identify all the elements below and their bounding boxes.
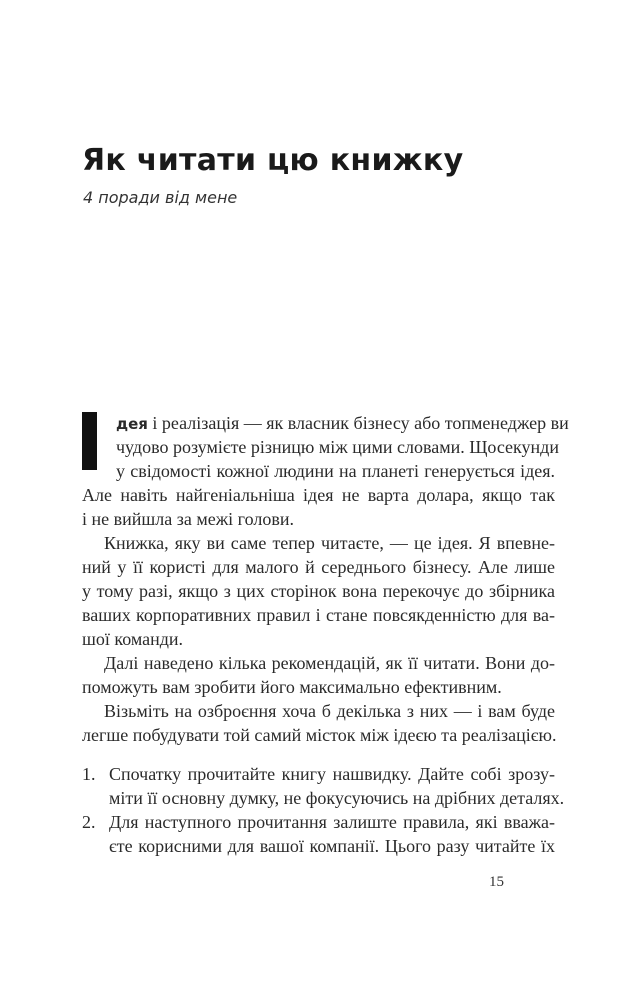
body-line: Далі наведено кілька рекомендацій, як її читати. Вони до- bbox=[104, 653, 555, 673]
body-line: Але навіть найгеніальніша ідея не варта долара, якщо так bbox=[82, 485, 555, 505]
body-line: у свідомості кожної людини на планеті генерується ідея. bbox=[116, 461, 555, 481]
body-line: ваших корпоративних правил і стане повсякденністю для ва- bbox=[82, 605, 555, 625]
body-line: і не вийшла за межі голови. bbox=[82, 509, 294, 529]
list-line: міти її основну думку, не фокусуючись на дрібних деталях. bbox=[109, 788, 565, 808]
chapter-subtitle: 4 поради від мене bbox=[83, 188, 238, 207]
list-line: Спочатку прочитайте книгу нашвидку. Дайте собі зрозу- bbox=[109, 764, 555, 784]
body-line: Книжка, яку ви саме тепер читаєте, — це ідея. Я впевне- bbox=[104, 533, 555, 553]
body-line: ний у її користі для малого й середнього бізнесу. Але лише bbox=[82, 557, 555, 577]
line-text: і реалізація — як власник бізнесу або топменеджер ви bbox=[147, 413, 569, 433]
body-line: поможуть вам зробити його максимально ефективним. bbox=[82, 677, 502, 697]
list-line: Для наступного прочитання залиште правила, які вважа- bbox=[109, 812, 555, 832]
body-line: шої команди. bbox=[82, 629, 184, 649]
body-line bbox=[116, 411, 569, 436]
list-line: єте корисними для вашої компанії. Цього разу читайте їх bbox=[109, 836, 555, 856]
body-line: Візьміть на озброєння хоча б декілька з них — і вам буде bbox=[104, 701, 555, 721]
chapter-title: Як читати цю книжку bbox=[82, 143, 464, 178]
lead-word: дея bbox=[116, 415, 148, 433]
body-line: чудово розумієте різницю між цими словами. Щосекунди bbox=[116, 437, 559, 457]
body-line: у тому разі, якщо з цих сторінок вона перекочує до збірника bbox=[82, 581, 555, 601]
body-line: легше побудувати той самий місток між ідеєю та реалізацією. bbox=[82, 725, 557, 745]
list-number: 2. bbox=[82, 812, 96, 832]
list-number: 1. bbox=[82, 764, 96, 784]
page-number: 15 bbox=[489, 874, 504, 890]
drop-cap bbox=[82, 412, 97, 470]
